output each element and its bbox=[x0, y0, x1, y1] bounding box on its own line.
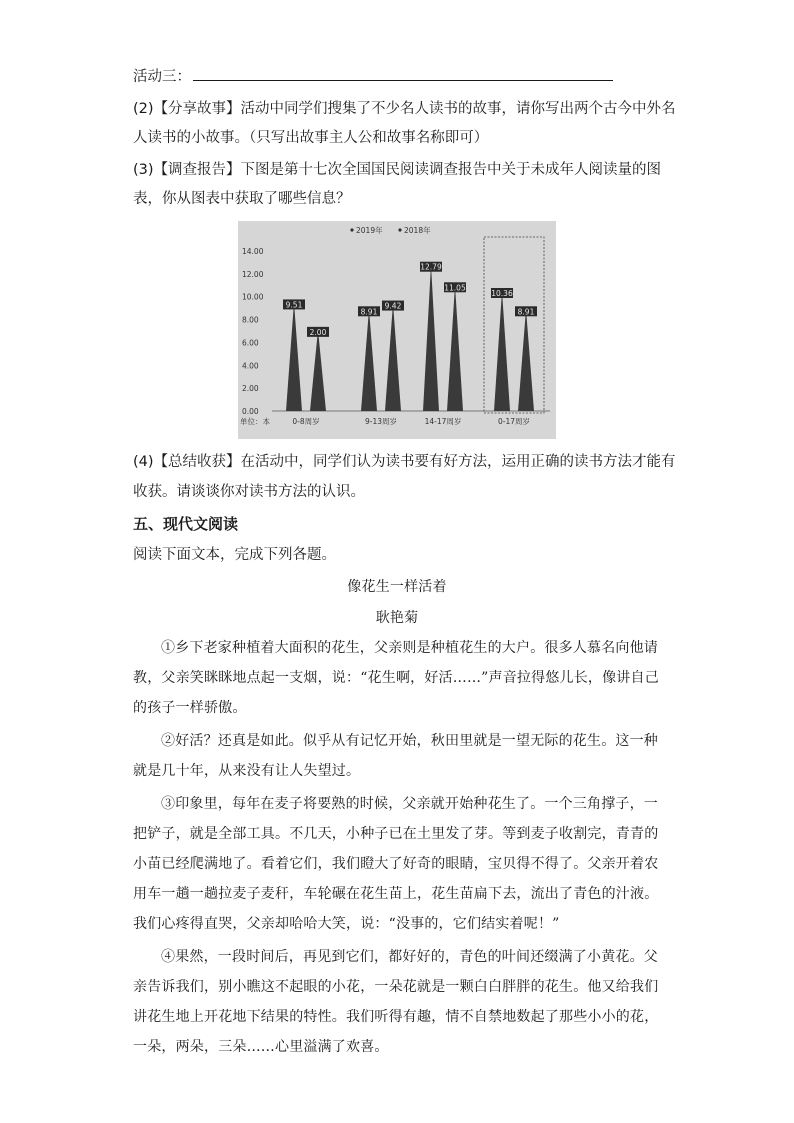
y-tick-label: 14.00 bbox=[242, 247, 264, 256]
chart-svg bbox=[238, 221, 556, 439]
reading-volume-chart bbox=[238, 221, 556, 439]
bar-2018年-14-17周岁 bbox=[447, 285, 463, 411]
legend-label-2018: 2018年 bbox=[404, 226, 431, 235]
data-label: 8.91 bbox=[360, 307, 378, 317]
article-title: 像花生一样活着 bbox=[347, 579, 447, 595]
paragraph-4-line-4: 一朵，两朵，三朵……心里溢满了欢喜。 bbox=[133, 1039, 389, 1055]
x-tick-label: 0-17周岁 bbox=[497, 417, 531, 426]
q4-line-2: 收获。请谈谈你对读书方法的认识。 bbox=[133, 484, 365, 500]
bar-2018年-0-8周岁 bbox=[309, 327, 327, 411]
section5-title: 五、现代文阅读 bbox=[133, 515, 239, 533]
y-tick-label: 10.00 bbox=[242, 292, 264, 302]
data-label: 11.05 bbox=[444, 283, 466, 293]
paragraph-4-line-1: ④果然，一段时间后，再见到它们，都好好的，青色的叶间还缀满了小黄花。父 bbox=[161, 949, 658, 965]
y-tick-label: 12.00 bbox=[242, 269, 264, 279]
highlight-box bbox=[484, 237, 544, 413]
bar-2018年-0-17周岁 bbox=[518, 309, 534, 411]
q3-line-1: (3)【调查报告】下图是第十七次全国国民阅读调查报告中关于未成年人阅读量的图 bbox=[133, 162, 662, 178]
paragraph-3-line-3: 小苗已经爬满地了。看着它们，我们瞪大了好奇的眼睛，宝贝得不得了。父亲开着农 bbox=[133, 856, 659, 872]
q2-line-2: 人读书的小故事。（只写出故事主人公和故事名称即可） bbox=[133, 130, 489, 146]
y-tick-label: 8.00 bbox=[242, 315, 259, 325]
article-author: 耿艳菊 bbox=[375, 610, 419, 626]
data-label: 9.42 bbox=[384, 301, 402, 311]
paragraph-3-line-5: 我们心疼得直哭，父亲却哈哈大笑，说：“没事的，它们结实着呢！” bbox=[133, 916, 560, 932]
activity3-line bbox=[133, 66, 613, 87]
paragraph-3-line-1: ③印象里，每年在麦子将要熟的时候，父亲就开始种花生了。一个三角撑子，一 bbox=[161, 796, 658, 812]
legend-marker-2018 bbox=[398, 228, 401, 231]
data-label: 8.91 bbox=[517, 307, 535, 317]
bar-2019年-14-17周岁 bbox=[423, 265, 439, 411]
legend-label-2019: 2019年 bbox=[356, 226, 383, 235]
data-label: 9.51 bbox=[285, 300, 303, 310]
x-tick-label: 0-8周岁 bbox=[292, 417, 320, 426]
y-tick-label: 0.00 bbox=[242, 407, 259, 416]
x-tick-label: 9-13周岁 bbox=[364, 417, 398, 426]
bar-2019年-9-13周岁 bbox=[361, 309, 377, 411]
paragraph-1-line-1: ①乡下老家种植着大面积的花生，父亲则是种植花生的大户。很多人慕名向他请 bbox=[161, 640, 658, 656]
y-tick-label: 2.00 bbox=[242, 384, 259, 394]
paragraph-1-line-3: 的孩子一样骄傲。 bbox=[133, 700, 247, 716]
data-label: 2.00 bbox=[309, 327, 327, 337]
paragraph-4-line-3: 讲花生地上开花地下结果的特性。我们听得有趣，情不自禁地数起了那些小小的花， bbox=[133, 1009, 659, 1025]
paragraph-4-line-2: 亲告诉我们，别小瞧这不起眼的小花，一朵花就是一颗白白胖胖的花生。他又给我们 bbox=[133, 979, 659, 995]
paragraph-1-line-2: 教，父亲笑眯眯地点起一支烟，说：“花生啊，好活……”声音拉得悠儿长，像讲自己 bbox=[133, 670, 659, 686]
bar-2018年-9-13周岁 bbox=[384, 301, 402, 411]
answer-blank bbox=[193, 66, 613, 81]
unit-label: 单位：本 bbox=[240, 417, 270, 426]
data-label: 12.79 bbox=[420, 262, 442, 272]
data-label: 10.36 bbox=[491, 289, 513, 298]
q2-line-1: (2)【分享故事】活动中同学们搜集了不少名人读书的故事，请你写出两个古今中外名 bbox=[133, 101, 676, 117]
x-tick-label: 14-17周岁 bbox=[424, 417, 462, 426]
q4-line-1: (4)【总结收获】在活动中，同学们认为读书要有好方法，运用正确的读书方法才能有 bbox=[133, 454, 676, 470]
paragraph-3-line-2: 把铲子，就是全部工具。不几天，小种子已在土里发了芽。等到麦子收割完，青青的 bbox=[133, 826, 659, 842]
q3-line-2: 表，你从图表中获取了哪些信息？ bbox=[133, 191, 351, 207]
bar-2019年-0-17周岁 bbox=[494, 291, 510, 411]
legend-marker-2019 bbox=[350, 228, 353, 231]
paragraph-3-line-4: 用车一趟一趟拉麦子麦秆，车轮碾在花生苗上，花生苗扁下去，流出了青色的汁液。 bbox=[133, 886, 659, 902]
paragraph-2-line-1: ②好活？还真是如此。似乎从有记忆开始，秋田里就是一望无际的花生。这一种 bbox=[161, 733, 658, 749]
activity3-label: 活动三： bbox=[133, 69, 191, 85]
bar-2019年-0-8周岁 bbox=[286, 302, 302, 411]
y-tick-label: 4.00 bbox=[242, 361, 259, 371]
paragraph-2-line-2: 就是几十年，从来没有让人失望过。 bbox=[133, 763, 361, 779]
section5-instruction: 阅读下面文本，完成下列各题。 bbox=[133, 547, 336, 563]
y-tick-label: 6.00 bbox=[242, 338, 259, 348]
